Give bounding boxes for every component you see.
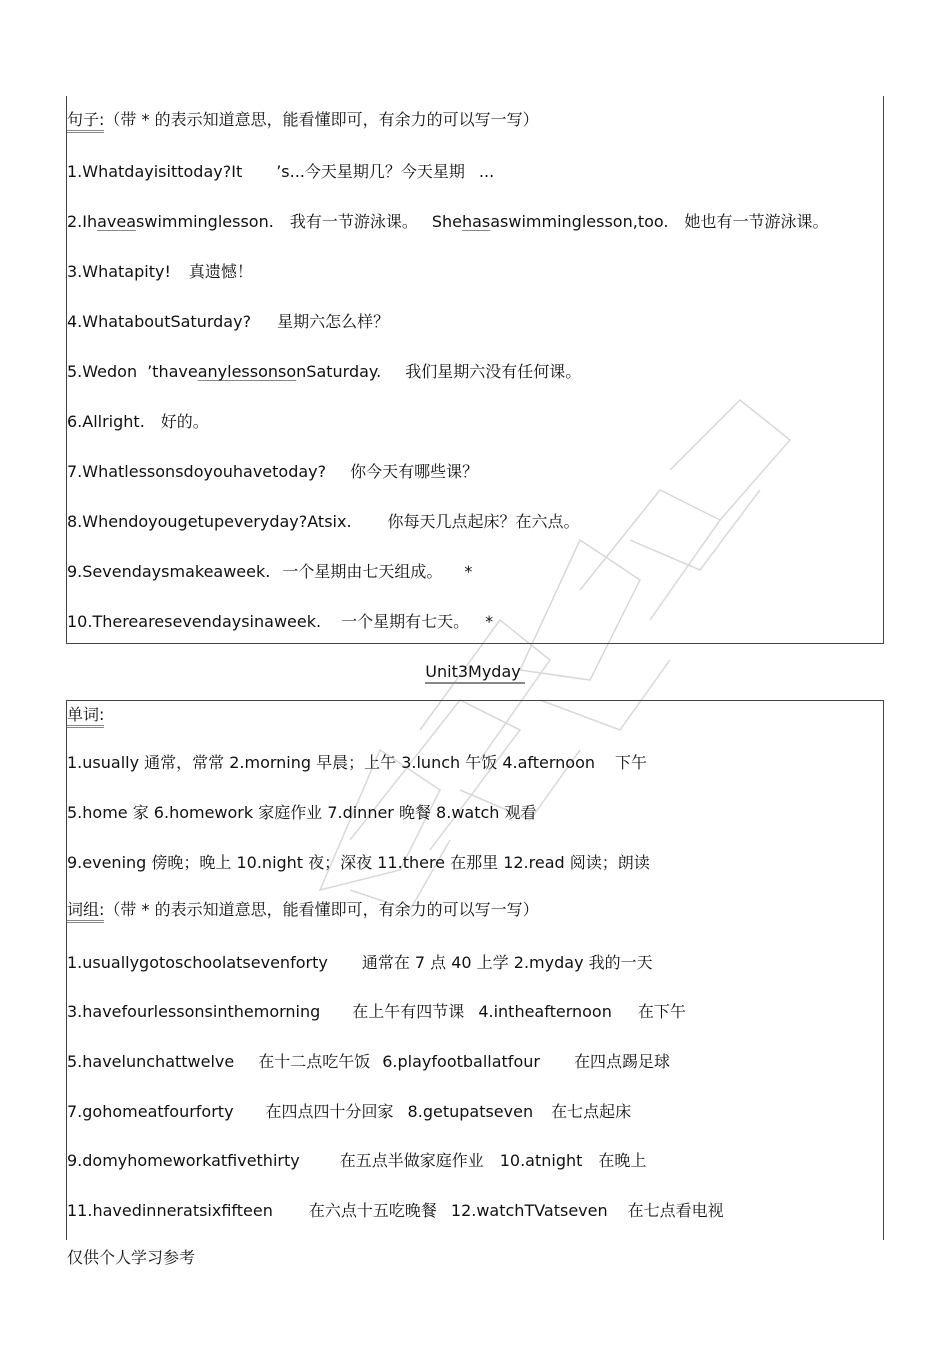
sentence-9 bbox=[67, 562, 472, 582]
sentence-6 bbox=[67, 412, 209, 432]
phrase-zh: 在七点看电视 bbox=[627, 1201, 724, 1220]
phrase-en: 6.playfootballatfour bbox=[382, 1052, 540, 1071]
phrase-en: 8.getupatseven bbox=[407, 1102, 534, 1121]
phrases-row-4 bbox=[67, 1102, 631, 1122]
sentence-5-part: nSaturday. bbox=[296, 362, 382, 381]
phrase-zh: 在下午 bbox=[637, 1002, 686, 1021]
words-heading: 单词: bbox=[67, 705, 104, 728]
sentence-4-zh: 星期六怎么样？ bbox=[277, 312, 390, 331]
sentence-9-en: 9.Sevendaysmakeaweek. bbox=[67, 562, 271, 581]
sentence-10-zh: 一个星期有七天。 bbox=[341, 612, 470, 631]
phrase-en: 7.gohomeatfourforty bbox=[67, 1102, 234, 1121]
unit-title-text: Unit3Myday bbox=[425, 662, 524, 684]
sentence-1 bbox=[67, 162, 494, 182]
sentence-10-en: 10.Therearesevendaysinaweek. bbox=[67, 612, 322, 631]
words-row-2 bbox=[67, 803, 537, 823]
phrase-en: 11.havedinneratsixfifteen bbox=[67, 1201, 273, 1220]
sentences-heading: 句子: bbox=[67, 110, 104, 133]
phrase-en: 10.atnight bbox=[499, 1151, 583, 1170]
sentence-2-part: aswimminglesson,too. bbox=[490, 212, 669, 231]
phrase-zh: 在晚上 bbox=[598, 1151, 647, 1170]
sentence-5-zh: 我们星期六没有任何课。 bbox=[405, 362, 582, 381]
phrase-zh: 在四点踢足球 bbox=[573, 1052, 670, 1071]
words-row-3-text: 9.evening 傍晚；晚上 10.night 夜；深夜 11.there 在那里 12.read 阅读；朗读 bbox=[67, 853, 650, 872]
phrase-en: 12.watchTVatseven bbox=[450, 1201, 608, 1220]
sentence-4 bbox=[67, 312, 389, 332]
words-row-1 bbox=[67, 753, 647, 773]
phrase-zh: 在十二点吃午饭 bbox=[258, 1052, 371, 1071]
unit-title bbox=[0, 662, 950, 682]
sentences-note: （带 * 的表示知道意思，能看懂即可，有余力的可以写一写） bbox=[104, 110, 539, 129]
vocabulary-box bbox=[66, 700, 884, 1240]
sentence-2-underlined: avea bbox=[97, 212, 137, 231]
phrase-en: 4.intheafternoon bbox=[478, 1002, 612, 1021]
words-row-3 bbox=[67, 853, 650, 873]
sentence-7 bbox=[67, 462, 478, 482]
phrases-row-2 bbox=[67, 1002, 686, 1022]
footer-note: 仅供个人学习参考 bbox=[67, 1248, 196, 1267]
sentence-2-underlined: has bbox=[461, 212, 491, 231]
sentence-8-en: 8.Whendoyougetupeveryday?Atsix. bbox=[67, 512, 352, 531]
phrase-zh: 在七点起床 bbox=[551, 1102, 632, 1121]
phrases-row-5 bbox=[67, 1151, 646, 1171]
sentence-2-zh: 我有一节游泳课。 bbox=[289, 212, 418, 231]
sentence-2-part: She bbox=[431, 212, 462, 231]
phrases-note: （带 * 的表示知道意思，能看懂即可，有余力的可以写一写） bbox=[104, 900, 539, 919]
words-heading-line bbox=[67, 705, 128, 725]
phrase-en: 1.usuallygotoschoolatsevenforty bbox=[67, 953, 328, 972]
phrases-row-1 bbox=[67, 953, 653, 973]
sentence-2 bbox=[67, 212, 828, 232]
sentence-1-ellipsis: ... bbox=[478, 162, 495, 181]
phrases-row-6 bbox=[67, 1201, 724, 1221]
sentence-3-en: 3.Whatapity! bbox=[67, 262, 171, 281]
sentence-2-part: 2.Ih bbox=[67, 212, 98, 231]
phrases-row-3 bbox=[67, 1052, 670, 1072]
words-row-1-tail: 下午 bbox=[615, 753, 648, 772]
phrases-heading: 词组: bbox=[67, 900, 104, 923]
phrase-en: 9.domyhomeworkatfivethirty bbox=[67, 1151, 300, 1170]
sentence-8 bbox=[67, 512, 580, 532]
sentence-1-en: 1.Whatdayisittoday?It bbox=[67, 162, 243, 181]
sentence-4-en: 4.WhataboutSaturday? bbox=[67, 312, 252, 331]
sentence-5 bbox=[67, 362, 581, 382]
sentence-5-part: ’thave bbox=[147, 362, 198, 381]
sentence-5-part: 5.Wedon bbox=[67, 362, 138, 381]
sentence-2-zh: 她也有一节游泳课。 bbox=[684, 212, 829, 231]
sentence-10 bbox=[67, 612, 493, 632]
sentence-2-part: swimminglesson. bbox=[136, 212, 274, 231]
phrase-zh: 在六点十五吃晚餐 bbox=[308, 1201, 437, 1220]
sentences-box bbox=[66, 96, 884, 644]
sentence-9-star: * bbox=[464, 562, 473, 581]
sentence-6-zh: 好的。 bbox=[160, 412, 209, 431]
sentence-3 bbox=[67, 262, 253, 282]
phrase-zh: 通常在 7 点 40 上学 2.myday 我的一天 bbox=[361, 953, 653, 972]
phrase-en: 5.havelunchattwelve bbox=[67, 1052, 235, 1071]
sentence-5-underlined: anylessonso bbox=[197, 362, 297, 381]
sentence-6-en: 6.Allright. bbox=[67, 412, 145, 431]
sentence-7-zh: 你今天有哪些课？ bbox=[350, 462, 479, 481]
phrase-zh: 在上午有四节课 bbox=[352, 1002, 465, 1021]
sentence-7-en: 7.Whatlessonsdoyouhavetoday? bbox=[67, 462, 327, 481]
sentence-9-zh: 一个星期由七天组成。 bbox=[282, 562, 443, 581]
phrase-en: 3.havefourlessonsinthemorning bbox=[67, 1002, 321, 1021]
sentences-heading-line bbox=[67, 110, 539, 130]
phrase-zh: 在四点四十分回家 bbox=[265, 1102, 394, 1121]
sentence-10-star: * bbox=[485, 612, 494, 631]
words-row-2-text: 5.home 家 6.homework 家庭作业 7.dinner 晚餐 8.watch 观看 bbox=[67, 803, 537, 822]
phrases-heading-line bbox=[67, 900, 539, 920]
phrase-zh: 在五点半做家庭作业 bbox=[339, 1151, 484, 1170]
sentence-8-zh: 你每天几点起床？在六点。 bbox=[387, 512, 580, 531]
sentence-1-cont: ’s...今天星期几？今天星期 bbox=[276, 162, 465, 181]
sentence-3-zh: 真遗憾！ bbox=[188, 262, 253, 281]
words-row-1-text: 1.usually 通常，常常 2.morning 早晨；上午 3.lunch 午饭 4.afternoon bbox=[67, 753, 596, 772]
